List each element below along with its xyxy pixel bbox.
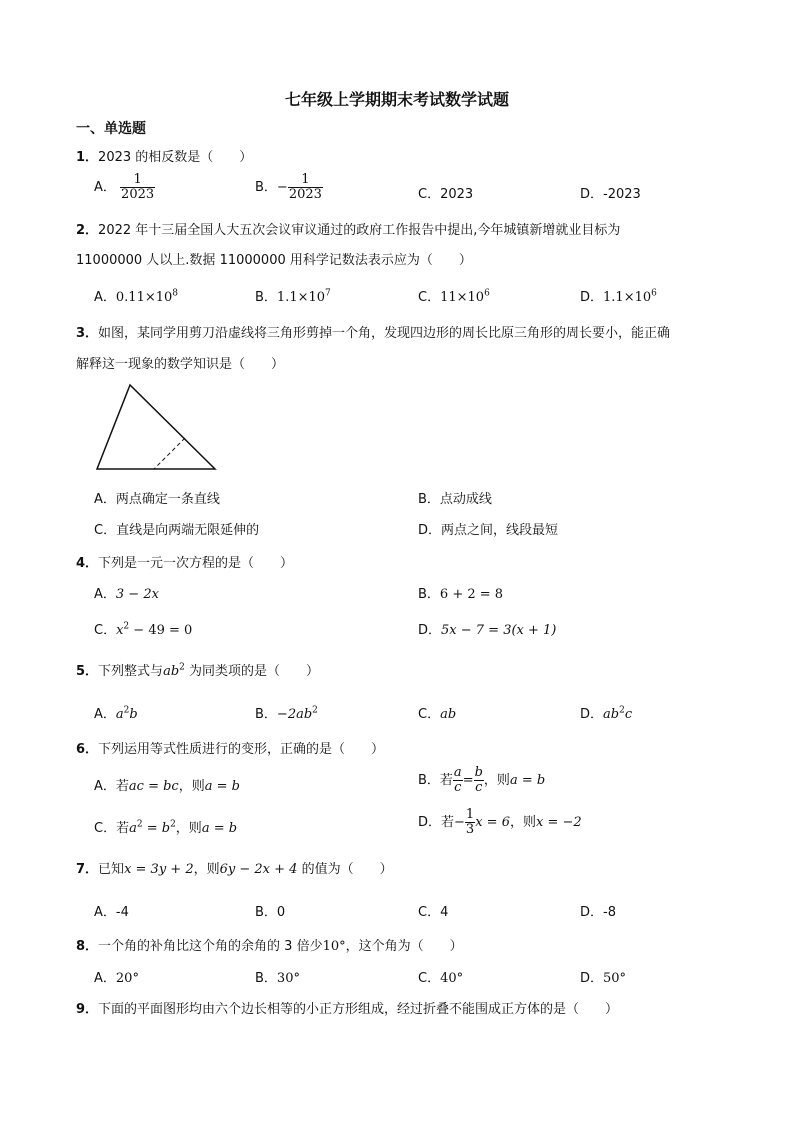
question-text: 的值为（ ） [297,862,393,877]
option-value: 50° [603,971,627,986]
variable: −2ab [276,707,313,722]
option-value: 40° [440,971,464,986]
option-value: 0.11×10 [115,290,173,305]
option-label: B． [255,180,277,195]
option-label: C． [418,187,441,202]
option-label: C． [418,707,441,722]
question-number: 6． [76,742,99,757]
variable: b [129,707,138,722]
exponent: 2 [312,705,318,716]
q6-option-b [418,766,545,795]
question-number: 7． [76,862,99,877]
option-value: -2023 [603,187,641,202]
triangle-figure [90,380,225,475]
q2-option-c [418,286,490,305]
question-text: 下列是一元一次方程的是（ ） [98,556,294,571]
exponent: 2 [136,819,143,830]
q2-option-a [94,286,178,305]
variable: ab [440,707,457,722]
question-3 [76,322,670,341]
q4-option-b [418,583,503,602]
question-number: 4． [76,556,99,571]
q1-option-b [255,173,323,202]
q8-option-d [580,967,626,986]
q5-option-c [418,703,456,722]
q4-option-c [94,619,192,638]
minus-sign: − [454,815,465,830]
option-label: C．若 [94,821,130,836]
denominator: c [475,780,483,795]
q8-option-c [418,967,463,986]
connector-text: ，则 [483,773,510,788]
question-7 [76,858,393,877]
q3-option-d: D．两点之间，线段最短 [418,523,559,538]
exponent: 6 [484,288,490,299]
question-6 [76,738,384,757]
q8-option-a [94,967,139,986]
q2-option-b [255,286,331,305]
q1-option-a [94,173,155,202]
q5-option-b [255,703,318,722]
q4-option-d [418,619,556,638]
option-label: B． [255,971,277,986]
question-9 [76,998,618,1017]
numerator: a [453,765,462,780]
question-8 [76,935,463,954]
option-expression: a = b [204,779,240,794]
variable: ab [603,707,620,722]
q1-option-d [580,183,641,202]
denominator: 2023 [288,187,322,202]
question-5 [76,660,319,679]
question-text: 下列整式与 [98,664,164,679]
numerator: b [474,765,483,780]
option-label: D．若 [418,815,455,830]
option-expression: = b [142,821,171,836]
q3-option-b: B．点动成线 [418,492,492,507]
option-expression: x = −2 [535,815,582,830]
option-label: A． [94,707,116,722]
option-value: 11×10 [440,290,485,305]
option-label: B． [255,290,277,305]
option-label: C． [418,290,441,305]
q3-option-a: A．两点确定一条直线 [94,492,220,507]
triangle-outline [97,385,215,469]
option-label: A．若 [94,779,129,794]
question-text: 2023 的相反数是（ ） [98,150,253,165]
minus-sign: − [276,180,288,195]
question-text-line1: 如图，某同学用剪刀沿虚线将三角形剪掉一个角，发现四边形的周长比原三角形的周长要小，能正确 [98,326,671,341]
q7-option-a: A．-4 [94,905,129,920]
fraction [453,766,463,795]
fraction [288,173,323,202]
option-expression: 6 + 2 = 8 [439,587,504,602]
exponent: 7 [325,288,331,299]
option-label: B． [255,707,277,722]
connector-text: ，则 [175,821,202,836]
exponent: 2 [123,705,130,716]
option-label: C． [94,623,117,638]
exponent: 2 [123,621,130,632]
fraction [120,173,155,202]
variable: c [624,707,633,722]
option-label: D． [418,623,442,638]
option-label: C． [418,971,441,986]
option-label: A． [94,971,116,986]
q6-option-d [418,808,582,837]
equals-sign: = [462,773,474,788]
section-heading: 一、单选题 [76,121,146,137]
fraction [474,766,484,795]
option-expression: 3 − 2x [115,587,159,602]
option-expression: a = b [509,773,546,788]
question-text: 一个角的补角比这个角的余角的 3 倍少 [98,939,323,954]
option-label: A． [94,587,116,602]
question-text: 为同类项的是（ ） [184,664,320,679]
q7-option-d: D．-8 [580,905,616,920]
option-label: D． [580,971,604,986]
q8-option-b [255,967,300,986]
question-number: 3． [76,326,99,341]
question-2-line2: 11000000 人以上.数据 11000000 用科学记数法表示应为（ ） [76,253,472,268]
variable: a [129,821,137,836]
question-number: 2． [76,223,99,238]
variable: a [115,707,124,722]
question-1 [76,146,252,165]
option-label: D． [580,187,604,202]
option-expression: ac = bc [128,779,179,794]
q2-option-d [580,286,657,305]
q7-option-c: C．4 [418,905,449,920]
exponent: 8 [172,288,179,299]
q6-option-c [94,817,237,836]
exponent: 6 [651,288,657,299]
dashed-cut-line [154,438,185,469]
exponent: 2 [179,662,185,673]
option-expression: a = b [201,821,238,836]
q4-option-a [94,583,159,602]
q1-option-c [418,183,473,202]
option-label: B． [418,587,440,602]
connector-text: ，则 [509,815,536,830]
question-text: ，这个角为（ ） [345,939,463,954]
question-text: 下列运用等式性质进行的变形，正确的是（ ） [98,742,385,757]
q5-option-d [580,703,632,722]
math-term: ab [163,664,180,679]
option-expression: − 49 = 0 [129,623,193,638]
exponent: 2 [170,819,176,830]
question-number: 1． [76,150,99,165]
option-value: 2023 [440,187,474,202]
denominator: 2023 [121,187,155,202]
numerator: 1 [288,173,323,188]
fraction [465,808,475,837]
denominator: c [454,780,462,795]
denominator: 3 [465,822,475,837]
page-title: 七年级上学期期末考试数学试题 [284,90,509,109]
option-label: B．若 [418,773,453,788]
question-number: 9． [76,1002,99,1017]
math-expression: x = 3y + 2 [124,862,194,877]
option-value: 20° [115,971,139,986]
question-text: ，则 [193,862,220,877]
option-label: D． [580,707,604,722]
option-expression: x = 6 [475,815,510,830]
q6-option-a [94,775,240,794]
numerator: 1 [465,807,475,822]
question-number: 8． [76,939,99,954]
question-3-line2: 解释这一现象的数学知识是（ ） [76,357,285,372]
option-label: D． [580,290,604,305]
variable: x [116,623,124,638]
option-label: A． [94,290,116,305]
q5-option-a [94,703,138,722]
option-value: 1.1×10 [603,290,652,305]
option-value: 30° [276,971,300,986]
option-expression: 5x − 7 = 3(x + 1) [441,623,557,638]
question-number: 5． [76,664,99,679]
option-value: 1.1×10 [276,290,326,305]
q3-option-c: C．直线是向两端无限延伸的 [94,523,260,538]
question-text: 下面的平面图形均由六个边长相等的小正方形组成，经过折叠不能围成正方体的是（ ） [98,1002,619,1017]
q7-option-b: B．0 [255,905,286,920]
connector-text: ，则 [178,779,205,794]
numerator: 1 [120,173,155,188]
question-4 [76,552,293,571]
question-text: 已知 [98,862,125,877]
question-2 [76,219,620,238]
option-label: A． [94,180,116,195]
question-text-line1: 2022 年十三届全国人大五次会议审议通过的政府工作报告中提出,今年城镇新增就业目标为 [98,223,621,238]
math-expression: 6y − 2x + 4 [219,862,298,877]
angle-value: 10° [322,939,346,954]
exponent: 2 [619,705,625,716]
